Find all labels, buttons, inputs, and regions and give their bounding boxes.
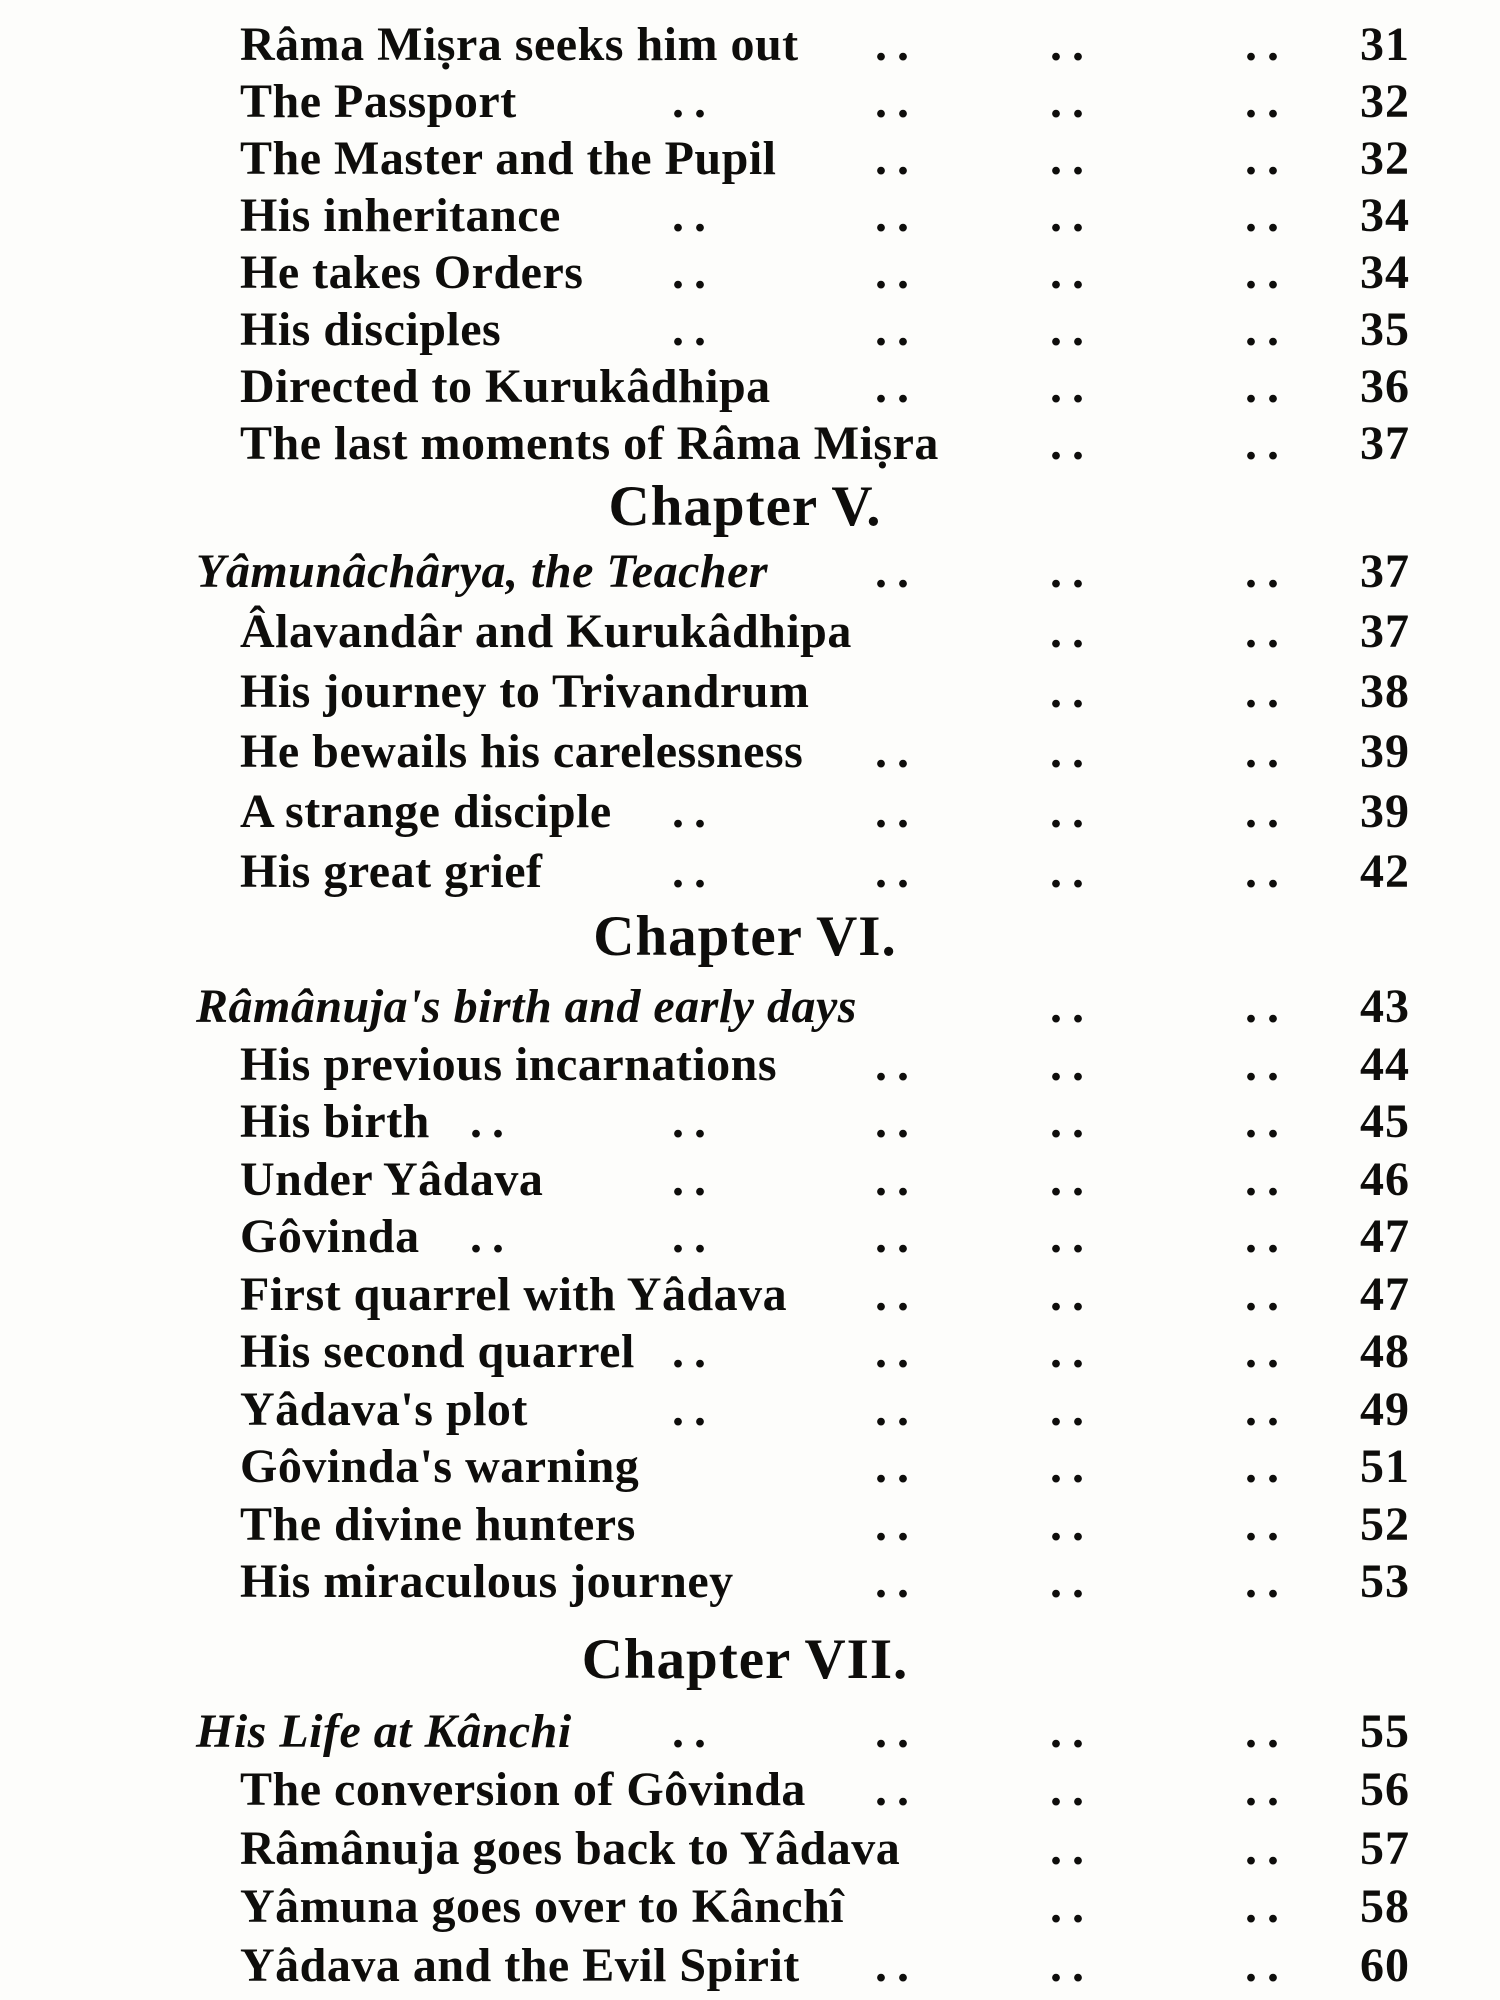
- dot-leader: ..: [672, 1095, 716, 1148]
- toc-section-chapter7: [0, 1703, 1500, 1996]
- page-number: 32: [1360, 75, 1410, 128]
- dot-leader: ..: [1245, 132, 1289, 185]
- dot-leader: ..: [1050, 1382, 1094, 1436]
- dot-leader: ..: [1245, 1210, 1289, 1263]
- page-number: 52: [1360, 1497, 1410, 1551]
- toc-entry: [0, 722, 1500, 782]
- toc-entry: [0, 415, 1500, 472]
- toc-entry: [0, 1323, 1500, 1381]
- dot-leader: ..: [672, 75, 716, 128]
- toc-entry: [0, 1496, 1500, 1554]
- dot-leader: ..: [875, 246, 919, 299]
- entry-title: His journey to Trivandrum: [240, 665, 810, 718]
- dot-leader: ..: [1050, 605, 1094, 658]
- dot-leader: ..: [875, 1497, 919, 1551]
- dot-leader: ..: [1245, 75, 1289, 128]
- dot-leader: ..: [1245, 189, 1289, 242]
- dot-leader: ..: [672, 246, 716, 299]
- page-number: 34: [1360, 189, 1410, 242]
- page-number: 42: [1360, 845, 1410, 898]
- toc-entry: [0, 1438, 1500, 1496]
- toc-section-chapter5: [0, 542, 1500, 902]
- dot-leader: ..: [1245, 1325, 1289, 1378]
- entry-title: The conversion of Gôvinda: [240, 1763, 806, 1816]
- entry-title: His birth: [240, 1095, 430, 1148]
- dot-leader: ..: [1050, 845, 1094, 898]
- dot-leader: ..: [1245, 1037, 1289, 1091]
- dot-leader: ..: [875, 1325, 919, 1378]
- toc-entry: [0, 358, 1500, 415]
- toc-chapter-entry: [0, 978, 1500, 1036]
- entry-title: Directed to Kurukâdhipa: [240, 360, 771, 413]
- dot-leader: ..: [672, 1325, 716, 1378]
- dot-leader: ..: [1050, 725, 1094, 778]
- toc-entry: [0, 16, 1500, 73]
- dot-leader: ..: [1245, 665, 1289, 718]
- chapter-heading: Chapter V.: [608, 475, 882, 538]
- dot-leader: ..: [1050, 1704, 1094, 1758]
- dot-leader: ..: [1050, 1763, 1094, 1816]
- page-number: 48: [1360, 1325, 1410, 1378]
- dot-leader: ..: [1245, 545, 1289, 598]
- dot-leader: ..: [1245, 1880, 1289, 1933]
- dot-leader: ..: [1245, 1267, 1289, 1321]
- page-number: 49: [1360, 1382, 1410, 1436]
- dot-leader: ..: [875, 845, 919, 898]
- entry-title: The last moments of Râma Miṣra: [240, 417, 939, 470]
- dot-leader: ..: [875, 189, 919, 242]
- page-number: 58: [1360, 1880, 1410, 1933]
- entry-title: His great grief: [240, 845, 543, 898]
- dot-leader: ..: [1050, 132, 1094, 185]
- dot-leader: ..: [1245, 1095, 1289, 1148]
- dot-leader: ..: [1050, 1325, 1094, 1378]
- page-number: 35: [1360, 303, 1410, 356]
- dot-leader: ..: [875, 545, 919, 598]
- dot-leader: ..: [1245, 980, 1289, 1033]
- entry-title: The divine hunters: [240, 1497, 636, 1551]
- page-number: 39: [1360, 725, 1410, 778]
- entry-title: Râma Miṣra seeks him out: [240, 18, 799, 71]
- page-number: 37: [1360, 417, 1410, 470]
- entry-title: Âlavandâr and Kurukâdhipa: [240, 605, 852, 658]
- dot-leader: ..: [1050, 1555, 1094, 1608]
- toc-entry: [0, 1093, 1500, 1151]
- entry-title: Râmânuja goes back to Yâdava: [240, 1821, 901, 1875]
- toc-entry: [0, 1381, 1500, 1439]
- dot-leader: ..: [672, 785, 716, 838]
- dot-leader: ..: [1050, 246, 1094, 299]
- dot-leader: ..: [875, 785, 919, 838]
- dot-leader: ..: [875, 132, 919, 185]
- dot-leader: ..: [875, 1152, 919, 1206]
- dot-leader: ..: [875, 75, 919, 128]
- page-number: 46: [1360, 1152, 1410, 1206]
- entry-title: His second quarrel: [240, 1325, 635, 1378]
- dot-leader: ..: [1245, 246, 1289, 299]
- dot-leader: ..: [875, 1555, 919, 1608]
- dot-leader: ..: [1245, 1152, 1289, 1206]
- page-number: 34: [1360, 246, 1410, 299]
- entry-title: Gôvinda's warning: [240, 1440, 640, 1493]
- dot-leader: ..: [1050, 1210, 1094, 1263]
- dot-leader: ..: [672, 1382, 716, 1436]
- entry-title: His inheritance: [240, 189, 561, 242]
- dot-leader: ..: [1245, 303, 1289, 356]
- dot-leader: ..: [1050, 1152, 1094, 1206]
- dot-leader: ..: [875, 1704, 919, 1758]
- entry-title: The Passport: [240, 75, 517, 128]
- chapter-heading: Chapter VII.: [581, 1627, 909, 1691]
- entry-title: A strange disciple: [240, 785, 612, 838]
- dot-leader: ..: [875, 1095, 919, 1148]
- dot-leader: ..: [672, 845, 716, 898]
- dot-leader: ..: [1050, 360, 1094, 413]
- page-number: 55: [1360, 1704, 1410, 1758]
- page-number: 51: [1360, 1440, 1410, 1493]
- entry-title: He takes Orders: [240, 246, 584, 299]
- dot-leader: ..: [1245, 725, 1289, 778]
- toc-entry: [0, 1937, 1500, 1996]
- entry-title: Yâmunâchârya, the Teacher: [196, 545, 769, 598]
- entry-title: His miraculous journey: [240, 1555, 734, 1608]
- dot-leader: ..: [1245, 18, 1289, 71]
- toc-entry: [0, 1266, 1500, 1324]
- page-number: 60: [1360, 1938, 1410, 1992]
- page-number: 31: [1360, 18, 1410, 71]
- page-number: 53: [1360, 1555, 1410, 1608]
- dot-leader: ..: [672, 1704, 716, 1758]
- page-number: 44: [1360, 1037, 1410, 1091]
- toc-section-chapter6: [0, 978, 1500, 1611]
- toc-entry: [0, 1208, 1500, 1266]
- entry-title: His disciples: [240, 303, 502, 356]
- dot-leader: ..: [1050, 1821, 1094, 1875]
- dot-leader: ..: [1245, 1821, 1289, 1875]
- dot-leader: ..: [672, 1210, 716, 1263]
- page-number: 37: [1360, 605, 1410, 658]
- dot-leader: ..: [875, 1763, 919, 1816]
- dot-leader: ..: [1050, 417, 1094, 470]
- dot-leader: ..: [1245, 845, 1289, 898]
- dot-leader: ..: [875, 303, 919, 356]
- dot-leader: ..: [1245, 1497, 1289, 1551]
- dot-leader: ..: [875, 725, 919, 778]
- chapter-heading: Chapter VI.: [593, 905, 897, 968]
- dot-leader: ..: [875, 1037, 919, 1091]
- dot-leader: ..: [1050, 75, 1094, 128]
- dot-leader: ..: [1245, 1555, 1289, 1608]
- dot-leader: ..: [1245, 1440, 1289, 1493]
- page-number: 37: [1360, 545, 1410, 598]
- entry-title: He bewails his carelessness: [240, 725, 804, 778]
- toc-entry: [0, 602, 1500, 662]
- page-number: 38: [1360, 665, 1410, 718]
- toc-entry: [0, 1820, 1500, 1879]
- dot-leader: ..: [875, 360, 919, 413]
- dot-leader: ..: [875, 1210, 919, 1263]
- page-number: 39: [1360, 785, 1410, 838]
- toc-chapter-entry: [0, 1703, 1500, 1762]
- toc-entry: [0, 782, 1500, 842]
- toc-entry: [0, 130, 1500, 187]
- dot-leader: ..: [1050, 18, 1094, 71]
- dot-leader: ..: [1245, 1763, 1289, 1816]
- dot-leader: ..: [1050, 1095, 1094, 1148]
- dot-leader: ..: [1050, 1037, 1094, 1091]
- entry-title: Râmânuja's birth and early days: [196, 980, 857, 1033]
- dot-leader: ..: [875, 1382, 919, 1436]
- dot-leader: ..: [1050, 1440, 1094, 1493]
- dot-leader: ..: [1245, 1938, 1289, 1992]
- entry-title: Yâdava's plot: [240, 1382, 528, 1436]
- dot-leader: ..: [1050, 545, 1094, 598]
- dot-leader: ..: [470, 1095, 514, 1148]
- toc-entry: [0, 244, 1500, 301]
- dot-leader: ..: [1050, 303, 1094, 356]
- page-number: 47: [1360, 1267, 1410, 1321]
- toc-section-chapter4: [0, 16, 1500, 472]
- dot-leader: ..: [1245, 1382, 1289, 1436]
- toc-entry: [0, 301, 1500, 358]
- dot-leader: ..: [1245, 605, 1289, 658]
- toc-entry: [0, 1878, 1500, 1937]
- dot-leader: ..: [1245, 360, 1289, 413]
- dot-leader: ..: [1050, 189, 1094, 242]
- dot-leader: ..: [1245, 1704, 1289, 1758]
- dot-leader: ..: [1050, 665, 1094, 718]
- toc-entry: [0, 187, 1500, 244]
- page-number: 47: [1360, 1210, 1410, 1263]
- page-number: 36: [1360, 360, 1410, 413]
- entry-title: Gôvinda: [240, 1210, 420, 1263]
- toc-entry: [0, 1151, 1500, 1209]
- entry-title: His previous incarnations: [240, 1037, 778, 1091]
- page-number: 32: [1360, 132, 1410, 185]
- toc-entry: [0, 1036, 1500, 1094]
- page-number: 56: [1360, 1763, 1410, 1816]
- entry-title: The Master and the Pupil: [240, 132, 777, 185]
- entry-title: His Life at Kânchi: [196, 1704, 572, 1758]
- dot-leader: ..: [875, 1938, 919, 1992]
- entry-title: First quarrel with Yâdava: [240, 1267, 788, 1321]
- dot-leader: ..: [1245, 785, 1289, 838]
- dot-leader: ..: [1050, 1497, 1094, 1551]
- toc-chapter-entry: [0, 542, 1500, 602]
- toc-entry: [0, 73, 1500, 130]
- toc-entry: [0, 1553, 1500, 1611]
- toc-entry: [0, 1761, 1500, 1820]
- dot-leader: ..: [1245, 417, 1289, 470]
- dot-leader: ..: [672, 189, 716, 242]
- entry-title: Yâmuna goes over to Kânchî: [240, 1880, 845, 1933]
- dot-leader: ..: [1050, 1938, 1094, 1992]
- page-number: 43: [1360, 980, 1410, 1033]
- dot-leader: ..: [1050, 1880, 1094, 1933]
- dot-leader: ..: [672, 1152, 716, 1206]
- page-number: 57: [1360, 1821, 1410, 1875]
- entry-title: Under Yâdava: [240, 1152, 544, 1206]
- dot-leader: ..: [875, 1267, 919, 1321]
- dot-leader: ..: [1050, 785, 1094, 838]
- dot-leader: ..: [875, 18, 919, 71]
- dot-leader: ..: [1050, 980, 1094, 1033]
- dot-leader: ..: [672, 303, 716, 356]
- dot-leader: ..: [1050, 1267, 1094, 1321]
- dot-leader: ..: [875, 1440, 919, 1493]
- dot-leader: ..: [470, 1210, 514, 1263]
- toc-entry: [0, 662, 1500, 722]
- toc-entry: [0, 842, 1500, 902]
- entry-title: Yâdava and the Evil Spirit: [240, 1938, 800, 1992]
- page-number: 45: [1360, 1095, 1410, 1148]
